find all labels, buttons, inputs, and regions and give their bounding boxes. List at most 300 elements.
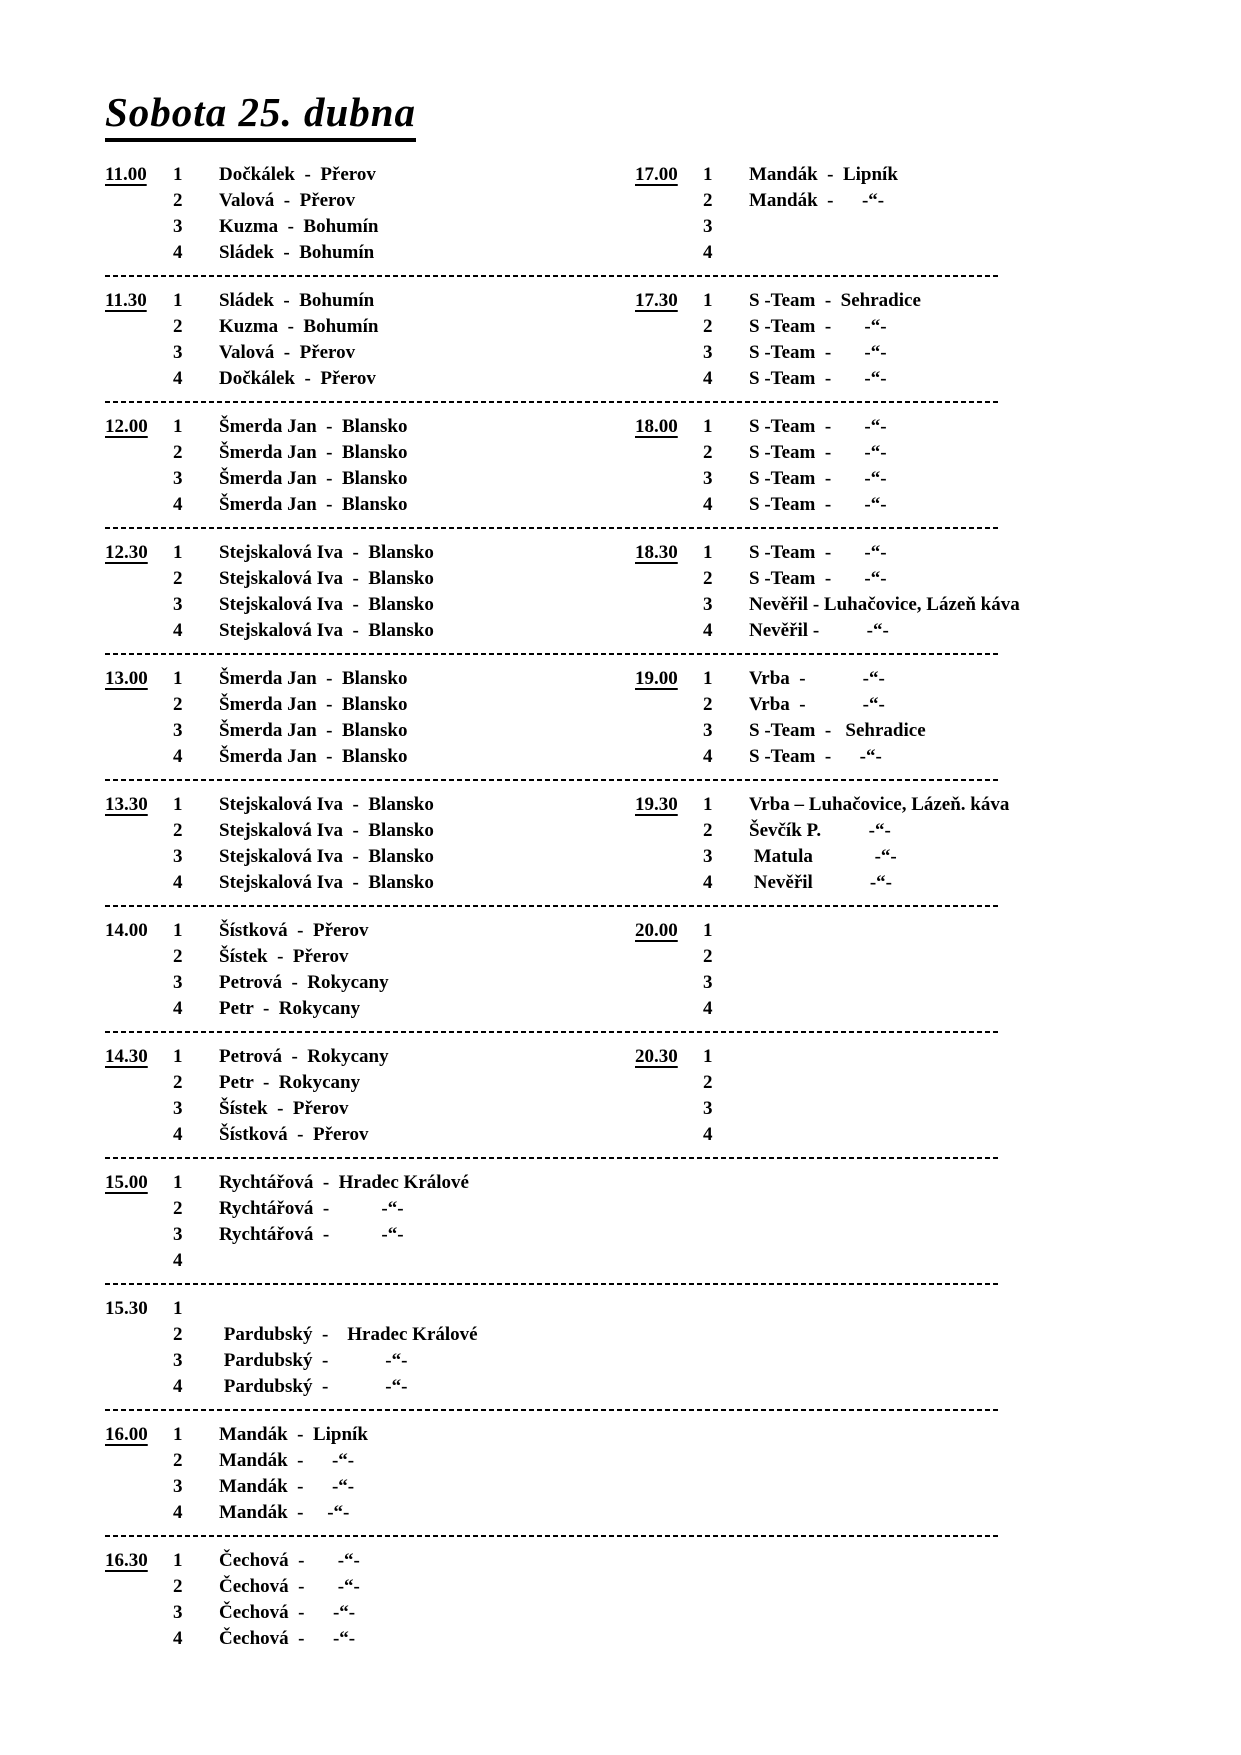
entry-number: 2 — [173, 1072, 183, 1094]
schedule-line — [105, 944, 635, 970]
time-label: 20.00 — [635, 920, 678, 942]
schedule-line — [105, 314, 635, 340]
entry-text: S -Team - -“- — [749, 494, 887, 516]
schedule-line — [635, 366, 1201, 392]
time-block-20.00 — [635, 918, 1201, 1022]
schedule-line — [105, 1222, 635, 1248]
schedule-line — [635, 970, 1201, 996]
entry-number: 2 — [703, 190, 713, 212]
time-spacer — [105, 1474, 169, 1500]
time-spacer — [105, 618, 169, 644]
schedule-line — [105, 492, 635, 518]
entry-text: Vrba – Luhačovice, Lázeň. káva — [749, 794, 1010, 816]
entry-number: 2 — [703, 442, 713, 464]
entry-number: 3 — [173, 1098, 183, 1120]
entry-number: 4 — [173, 368, 183, 390]
entry-text: Mandák - -“- — [219, 1502, 350, 1524]
entry-text: Petrová - Rokycany — [219, 972, 389, 994]
time-spacer — [105, 1322, 169, 1348]
entry-number: 3 — [703, 846, 713, 868]
time-label: 13.30 — [105, 794, 148, 816]
entry-text: Vrba - -“- — [749, 668, 885, 690]
entry-text: Rychtářová - -“- — [219, 1198, 404, 1220]
time-spacer — [105, 492, 169, 518]
entry-text: S -Team - -“- — [749, 442, 887, 464]
schedule-line — [105, 1348, 635, 1374]
entry-text: Šístek - Přerov — [219, 946, 349, 968]
entry-number: 4 — [703, 998, 713, 1020]
schedule-line — [105, 366, 635, 392]
entry-text: Šmerda Jan - Blansko — [219, 494, 408, 516]
time-spacer — [635, 944, 699, 970]
schedule-line — [635, 870, 1201, 896]
time-label: 18.00 — [635, 416, 678, 438]
entry-number: 3 — [703, 216, 713, 238]
entry-number: 2 — [173, 820, 183, 842]
time-block-17.00 — [635, 162, 1201, 266]
entry-text: Stejskalová Iva - Blansko — [219, 794, 434, 816]
entry-text: Šmerda Jan - Blansko — [219, 668, 408, 690]
time-label: 18.30 — [635, 542, 678, 564]
entry-number: 1 — [703, 542, 713, 564]
entry-number: 1 — [173, 668, 183, 690]
schedule-line — [635, 214, 1201, 240]
schedule-line — [105, 970, 635, 996]
entry-number: 4 — [703, 494, 713, 516]
time-spacer — [105, 1070, 169, 1096]
entry-number: 1 — [173, 920, 183, 942]
time-spacer — [635, 1122, 699, 1148]
schedule-line — [105, 844, 635, 870]
entry-number: 1 — [173, 164, 183, 186]
time-spacer — [635, 870, 699, 896]
time-label: 17.30 — [635, 290, 678, 312]
entry-text: Šístková - Přerov — [219, 920, 369, 942]
time-label: 14.00 — [105, 920, 148, 942]
time-block-19.30 — [635, 792, 1201, 896]
time-row — [105, 1170, 1201, 1274]
entry-text: Šmerda Jan - Blansko — [219, 720, 408, 742]
schedule-line — [635, 492, 1201, 518]
entry-text: Šístková - Přerov — [219, 1124, 369, 1146]
time-spacer — [635, 618, 699, 644]
time-block-13.30 — [105, 792, 635, 896]
schedule-line — [105, 1096, 635, 1122]
time-label: 17.00 — [635, 164, 678, 186]
entry-number: 1 — [173, 1550, 183, 1572]
row-separator — [105, 779, 998, 781]
time-row — [105, 1422, 1201, 1526]
entry-text: Stejskalová Iva - Blansko — [219, 872, 434, 894]
entry-text: Sládek - Bohumín — [219, 290, 375, 312]
schedule-line — [635, 340, 1201, 366]
schedule-line — [635, 1096, 1201, 1122]
entry-text: Ševčík P. -“- — [749, 820, 891, 842]
time-label: 11.00 — [105, 164, 147, 186]
time-row — [105, 918, 1201, 1022]
entry-text: S -Team - Sehradice — [749, 290, 921, 312]
entry-number: 2 — [173, 1450, 183, 1472]
schedule-line — [105, 666, 635, 692]
entry-number: 3 — [703, 342, 713, 364]
entry-number: 4 — [703, 620, 713, 642]
entry-number: 3 — [703, 468, 713, 490]
schedule-line — [635, 314, 1201, 340]
schedule-line — [635, 818, 1201, 844]
entry-number: 2 — [703, 946, 713, 968]
entry-number: 1 — [173, 416, 183, 438]
time-spacer — [105, 1500, 169, 1526]
entry-text: S -Team - -“- — [749, 342, 887, 364]
schedule-line — [105, 1122, 635, 1148]
entry-number: 4 — [703, 872, 713, 894]
entry-number: 3 — [173, 846, 183, 868]
entry-text: Šmerda Jan - Blansko — [219, 468, 408, 490]
time-spacer — [105, 1448, 169, 1474]
time-block-12.30 — [105, 540, 635, 644]
entry-text: Šístek - Přerov — [219, 1098, 349, 1120]
schedule-line — [105, 1548, 635, 1574]
row-separator — [105, 275, 998, 277]
entry-text: Šmerda Jan - Blansko — [219, 694, 408, 716]
row-separator — [105, 1409, 998, 1411]
schedule-line — [105, 692, 635, 718]
time-block-13.00 — [105, 666, 635, 770]
entry-number: 1 — [173, 1046, 183, 1068]
schedule-line — [105, 1296, 635, 1322]
entry-number: 2 — [173, 1576, 183, 1598]
schedule-line — [105, 1196, 635, 1222]
time-block-16.30 — [105, 1548, 635, 1652]
schedule-line — [635, 996, 1201, 1022]
entry-number: 4 — [173, 998, 183, 1020]
entry-text: Stejskalová Iva - Blansko — [219, 820, 434, 842]
time-spacer — [105, 440, 169, 466]
schedule-line — [105, 592, 635, 618]
entry-number: 1 — [703, 416, 713, 438]
time-spacer — [105, 818, 169, 844]
time-block-11.00 — [105, 162, 635, 266]
entry-text: S -Team - Sehradice — [749, 720, 926, 742]
row-separator — [105, 1535, 998, 1537]
time-spacer — [105, 1222, 169, 1248]
time-spacer — [105, 592, 169, 618]
entry-text: Mandák - Lipník — [219, 1424, 368, 1446]
time-label: 12.30 — [105, 542, 148, 564]
schedule-line — [105, 1500, 635, 1526]
time-label: 14.30 — [105, 1046, 148, 1068]
time-spacer — [105, 1374, 169, 1400]
entry-text: S -Team - -“- — [749, 416, 887, 438]
entry-number: 2 — [703, 1072, 713, 1094]
entry-text: Nevěřil -“- — [749, 872, 892, 894]
entry-text: Kuzma - Bohumín — [219, 216, 379, 238]
entry-number: 1 — [703, 164, 713, 186]
entry-number: 3 — [173, 1476, 183, 1498]
time-block-15.30 — [105, 1296, 635, 1400]
entry-text: Pardubský - -“- — [219, 1376, 408, 1398]
time-spacer — [105, 466, 169, 492]
schedule-line — [105, 1448, 635, 1474]
time-spacer — [105, 1122, 169, 1148]
time-label: 19.00 — [635, 668, 678, 690]
entry-number: 3 — [173, 594, 183, 616]
schedule-line — [635, 466, 1201, 492]
time-spacer — [105, 566, 169, 592]
time-row — [105, 540, 1201, 644]
schedule-line — [105, 618, 635, 644]
schedule-line — [105, 1248, 635, 1274]
entry-number: 1 — [173, 1298, 183, 1320]
schedule-line — [105, 1422, 635, 1448]
time-row — [105, 1044, 1201, 1148]
time-spacer — [105, 996, 169, 1022]
time-row — [105, 1296, 1201, 1400]
entry-number: 1 — [703, 920, 713, 942]
time-label: 16.00 — [105, 1424, 148, 1446]
entry-text: S -Team - -“- — [749, 568, 887, 590]
entry-text: Šmerda Jan - Blansko — [219, 746, 408, 768]
entry-number: 3 — [703, 972, 713, 994]
schedule-line — [105, 214, 635, 240]
time-spacer — [635, 818, 699, 844]
entry-text: S -Team - -“- — [749, 746, 882, 768]
schedule-line — [635, 692, 1201, 718]
schedule-line — [635, 188, 1201, 214]
entry-number: 3 — [173, 342, 183, 364]
entry-text: Šmerda Jan - Blansko — [219, 416, 408, 438]
time-spacer — [635, 1070, 699, 1096]
schedule-line — [105, 440, 635, 466]
entry-number: 3 — [173, 216, 183, 238]
entry-number: 2 — [703, 694, 713, 716]
time-row — [105, 792, 1201, 896]
entry-number: 3 — [173, 1350, 183, 1372]
schedule-line — [105, 162, 635, 188]
row-separator — [105, 1283, 998, 1285]
time-spacer — [635, 970, 699, 996]
schedule-line — [635, 944, 1201, 970]
entry-text: Matula -“- — [749, 846, 897, 868]
entry-number: 4 — [173, 1502, 183, 1524]
entry-number: 3 — [173, 1602, 183, 1624]
entry-text: S -Team - -“- — [749, 542, 887, 564]
entry-text: Mandák - Lipník — [749, 164, 898, 186]
entry-number: 2 — [173, 1324, 183, 1346]
entry-text: Mandák - -“- — [749, 190, 885, 212]
entry-number: 1 — [703, 794, 713, 816]
entry-number: 4 — [173, 1124, 183, 1146]
entry-text: Petr - Rokycany — [219, 998, 361, 1020]
entry-number: 1 — [703, 290, 713, 312]
entry-text: Dočkálek - Přerov — [219, 368, 376, 390]
entry-text: Nevěřil - Luhačovice, Lázeň káva — [749, 594, 1020, 616]
time-spacer — [105, 188, 169, 214]
entry-number: 1 — [173, 794, 183, 816]
time-spacer — [635, 996, 699, 1022]
schedule-line — [105, 818, 635, 844]
entry-number: 4 — [173, 1250, 183, 1272]
entry-number: 1 — [173, 1172, 183, 1194]
time-spacer — [635, 188, 699, 214]
time-spacer — [635, 340, 699, 366]
schedule-rows — [105, 162, 1201, 1652]
entry-text: Petr - Rokycany — [219, 1072, 361, 1094]
entry-text: Dočkálek - Přerov — [219, 164, 376, 186]
time-row — [105, 666, 1201, 770]
time-spacer — [635, 314, 699, 340]
time-spacer — [635, 492, 699, 518]
entry-number: 4 — [703, 242, 713, 264]
schedule-line — [105, 340, 635, 366]
time-label: 12.00 — [105, 416, 148, 438]
time-block-11.30 — [105, 288, 635, 392]
entry-text: Šmerda Jan - Blansko — [219, 442, 408, 464]
time-spacer — [105, 944, 169, 970]
entry-number: 2 — [173, 946, 183, 968]
entry-number: 3 — [173, 720, 183, 742]
entry-text: Stejskalová Iva - Blansko — [219, 620, 434, 642]
schedule-line — [635, 240, 1201, 266]
time-spacer — [105, 844, 169, 870]
time-spacer — [105, 970, 169, 996]
time-block-15.00 — [105, 1170, 635, 1274]
time-spacer — [635, 240, 699, 266]
entry-number: 2 — [173, 190, 183, 212]
time-spacer — [635, 214, 699, 240]
entry-number: 2 — [703, 568, 713, 590]
time-block-12.00 — [105, 414, 635, 518]
time-block-18.30 — [635, 540, 1201, 644]
entry-text: Nevěřil - -“- — [749, 620, 889, 642]
time-spacer — [105, 870, 169, 896]
time-spacer — [635, 744, 699, 770]
entry-number: 4 — [703, 746, 713, 768]
schedule-line — [105, 240, 635, 266]
entry-text: Mandák - -“- — [219, 1476, 355, 1498]
entry-text: Čechová - -“- — [219, 1602, 356, 1624]
schedule-line — [635, 1044, 1201, 1070]
time-spacer — [635, 844, 699, 870]
time-block-17.30 — [635, 288, 1201, 392]
entry-number: 4 — [173, 494, 183, 516]
time-label: 16.30 — [105, 1550, 148, 1572]
entry-number: 3 — [173, 1224, 183, 1246]
entry-number: 2 — [173, 694, 183, 716]
time-label: 19.30 — [635, 794, 678, 816]
schedule-line — [635, 744, 1201, 770]
entry-text: Vrba - -“- — [749, 694, 885, 716]
schedule-line — [105, 414, 635, 440]
time-block-14.30 — [105, 1044, 635, 1148]
schedule-line — [105, 718, 635, 744]
schedule-line — [635, 414, 1201, 440]
schedule-line — [105, 1374, 635, 1400]
entry-number: 4 — [173, 746, 183, 768]
schedule-line — [635, 666, 1201, 692]
schedule-line — [105, 996, 635, 1022]
entry-number: 3 — [173, 972, 183, 994]
schedule-line — [105, 1044, 635, 1070]
time-block-14.00 — [105, 918, 635, 1022]
entry-text: S -Team - -“- — [749, 468, 887, 490]
entry-number: 4 — [703, 368, 713, 390]
schedule-line — [635, 792, 1201, 818]
time-spacer — [105, 692, 169, 718]
time-spacer — [635, 466, 699, 492]
time-spacer — [635, 366, 699, 392]
entry-number: 3 — [173, 468, 183, 490]
schedule-line — [635, 440, 1201, 466]
time-spacer — [635, 566, 699, 592]
schedule-line — [635, 162, 1201, 188]
time-spacer — [635, 718, 699, 744]
schedule-line — [635, 566, 1201, 592]
time-block-18.00 — [635, 414, 1201, 518]
time-label: 13.00 — [105, 668, 148, 690]
schedule-line — [105, 870, 635, 896]
schedule-line — [105, 744, 635, 770]
entry-text: Stejskalová Iva - Blansko — [219, 594, 434, 616]
time-spacer — [105, 744, 169, 770]
schedule-line — [635, 288, 1201, 314]
time-block-16.00 — [105, 1422, 635, 1526]
schedule-line — [635, 1070, 1201, 1096]
time-spacer — [105, 1600, 169, 1626]
time-row — [105, 162, 1201, 266]
row-separator — [105, 401, 998, 403]
time-block-19.00 — [635, 666, 1201, 770]
time-row — [105, 1548, 1201, 1652]
schedule-line — [635, 918, 1201, 944]
entry-number: 2 — [173, 442, 183, 464]
time-spacer — [635, 440, 699, 466]
entry-number: 2 — [173, 316, 183, 338]
schedule-line — [105, 566, 635, 592]
time-block-20.30 — [635, 1044, 1201, 1148]
entry-text: Stejskalová Iva - Blansko — [219, 568, 434, 590]
entry-text: Mandák - -“- — [219, 1450, 355, 1472]
schedule-line — [105, 1626, 635, 1652]
entry-text: Stejskalová Iva - Blansko — [219, 542, 434, 564]
entry-text: Sládek - Bohumín — [219, 242, 375, 264]
entry-text: Pardubský - -“- — [219, 1350, 408, 1372]
schedule-line — [105, 1474, 635, 1500]
entry-text: Čechová - -“- — [219, 1628, 356, 1650]
entry-number: 4 — [703, 1124, 713, 1146]
entry-number: 1 — [173, 542, 183, 564]
entry-number: 1 — [703, 1046, 713, 1068]
entry-text: Petrová - Rokycany — [219, 1046, 389, 1068]
time-spacer — [105, 366, 169, 392]
time-spacer — [105, 1196, 169, 1222]
entry-text: Valová - Přerov — [219, 342, 356, 364]
entry-text: S -Team - -“- — [749, 316, 887, 338]
schedule-line — [105, 288, 635, 314]
schedule-line — [105, 466, 635, 492]
entry-number: 2 — [703, 316, 713, 338]
entry-number: 2 — [703, 820, 713, 842]
entry-text: Rychtářová - -“- — [219, 1224, 404, 1246]
time-spacer — [105, 314, 169, 340]
entry-number: 2 — [173, 1198, 183, 1220]
row-separator — [105, 905, 998, 907]
time-spacer — [105, 718, 169, 744]
time-label: 15.00 — [105, 1172, 148, 1194]
entry-number: 4 — [173, 1628, 183, 1650]
time-spacer — [635, 692, 699, 718]
entry-text: Čechová - -“- — [219, 1550, 360, 1572]
